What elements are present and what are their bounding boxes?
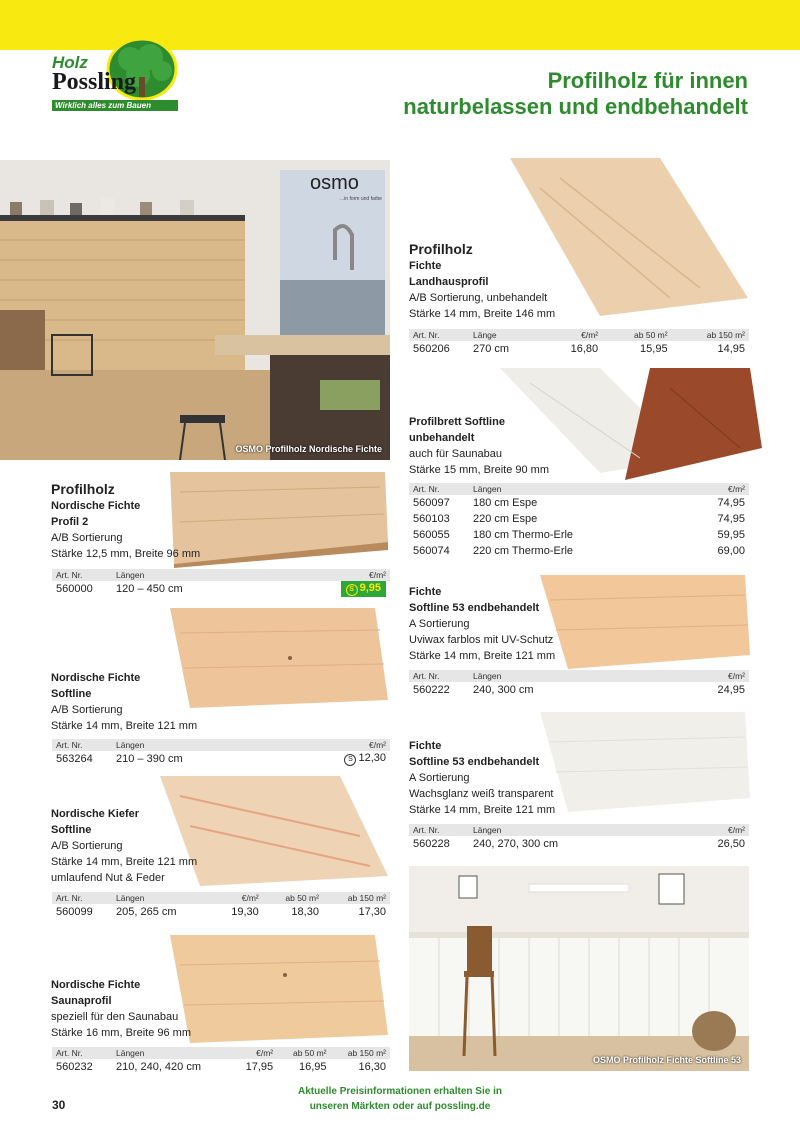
photo-caption: OSMO Profilholz Nordische Fichte <box>235 444 382 454</box>
col-price: €/m² <box>680 483 749 495</box>
product-grade: A/B Sortierung <box>51 840 123 852</box>
price-50: 15,95 <box>640 343 668 355</box>
col-price-150: ab 150 m² <box>672 329 749 341</box>
art-nr: 560206 <box>413 343 450 355</box>
col-lengths: Längen <box>112 892 211 904</box>
length: 270 cm <box>473 343 510 355</box>
price: 74,95 <box>717 513 745 525</box>
table-row <box>409 495 749 511</box>
col-price-50: ab 50 m² <box>263 892 323 904</box>
col-lengths: Längen <box>469 670 653 682</box>
art-nr: 560228 <box>413 838 450 850</box>
col-price: €/m² <box>211 892 262 904</box>
photo-caption: OSMO Profilholz Fichte Softline 53 <box>592 1055 741 1065</box>
lengths: 220 cm Thermo-Erle <box>473 545 574 557</box>
price-150: 17,30 <box>358 906 386 918</box>
footer-line1: Aktuelle Preisinformationen erhalten Sie in <box>298 1086 502 1097</box>
product-dimensions: Stärke 14 mm, Breite 121 mm <box>51 856 198 868</box>
page-headline <box>403 68 748 120</box>
lengths: 180 cm Espe <box>473 497 538 509</box>
col-price: €/m² <box>543 329 602 341</box>
col-price-50: ab 50 m² <box>602 329 671 341</box>
product-dimensions: Stärke 16 mm, Breite 96 mm <box>51 1027 191 1039</box>
product-profilbrett-softline <box>409 414 549 478</box>
product-title: Nordische Fichte <box>51 672 141 684</box>
price: 9,95 <box>359 582 381 594</box>
price: 69,00 <box>717 545 745 557</box>
price: 17,95 <box>245 1061 274 1073</box>
product-title: Nordische Kiefer <box>51 808 140 820</box>
product-title: Nordische Fichte <box>51 979 141 991</box>
product-title: Profilbrett Softline <box>409 416 505 428</box>
col-art-nr: Art. Nr. <box>409 329 469 341</box>
room-photo <box>409 866 749 1071</box>
price-table-560000 <box>52 569 390 597</box>
price: 16,80 <box>570 343 599 355</box>
product-usage: auch für Saunabau <box>409 448 502 460</box>
product-profile: Landhausprofil <box>409 276 489 288</box>
product-profilholz-fichte-profil2 <box>51 480 200 562</box>
board-image-softline53-uviwax <box>540 575 752 669</box>
price-50: 18,30 <box>291 906 319 918</box>
logo-line1: Holz <box>52 53 88 72</box>
price-table-563264 <box>52 739 390 767</box>
product-dimensions: Stärke 14 mm, Breite 121 mm <box>409 804 556 816</box>
product-feature: umlaufend Nut & Feder <box>51 872 165 884</box>
col-art-nr: Art. Nr. <box>52 1047 112 1059</box>
price-150: 14,95 <box>717 343 745 355</box>
col-lengths: Längen <box>112 569 274 581</box>
sale-icon: S <box>346 584 358 596</box>
product-title: Profilholz <box>409 241 473 257</box>
product-title: Fichte <box>409 586 442 598</box>
product-subtitle: Softline <box>51 824 92 836</box>
art-nr: 560074 <box>413 545 450 557</box>
col-art-nr: Art. Nr. <box>409 670 469 682</box>
osmo-brand: osmo <box>310 172 359 194</box>
price-50: 16,95 <box>298 1061 327 1073</box>
col-art-nr: Art. Nr. <box>52 739 112 751</box>
col-art-nr: Art. Nr. <box>409 824 469 836</box>
product-subtitle: Nordische Fichte <box>51 500 141 512</box>
footer-note <box>0 1084 800 1114</box>
product-subtitle: unbehandelt <box>409 432 475 444</box>
col-price: €/m² <box>672 824 749 836</box>
product-fichte-saunaprofil <box>51 977 191 1041</box>
product-fichte-softline <box>51 670 197 734</box>
product-dimensions: Stärke 14 mm, Breite 121 mm <box>51 720 198 732</box>
price: 24,95 <box>717 684 745 696</box>
product-usage: speziell für den Saunabau <box>51 1011 179 1023</box>
product-subtitle: Softline <box>51 688 92 700</box>
art-nr: 560232 <box>56 1061 93 1073</box>
art-nr: 560097 <box>413 497 450 509</box>
product-grade: A/B Sortierung <box>51 532 123 544</box>
logo-line2: Possling <box>52 69 137 95</box>
lengths: 220 cm Espe <box>473 513 538 525</box>
lengths: 240, 270, 300 cm <box>473 838 559 850</box>
lengths: 240, 300 cm <box>473 684 534 696</box>
col-price-150: ab 150 m² <box>323 892 390 904</box>
price-table-560099 <box>52 892 390 920</box>
art-nr: 560055 <box>413 529 450 541</box>
kitchen-photo <box>0 160 390 460</box>
art-nr: 560103 <box>413 513 450 525</box>
product-softline53-uviwax <box>409 584 555 664</box>
lengths: 180 cm Thermo-Erle <box>473 529 574 541</box>
price-table-560222 <box>409 670 749 698</box>
price-table-560206 <box>409 329 749 357</box>
price-table-profilbrett <box>409 483 749 559</box>
product-subtitle: Softline 53 endbehandelt <box>409 756 540 768</box>
product-subtitle: Saunaprofil <box>51 995 112 1007</box>
product-dimensions: Stärke 14 mm, Breite 146 mm <box>409 308 556 320</box>
col-price: €/m² <box>232 1047 278 1059</box>
sale-icon: S <box>344 754 356 766</box>
price: 59,95 <box>717 529 745 541</box>
product-grade: A Sortierung <box>409 618 470 630</box>
product-dimensions: Stärke 14 mm, Breite 121 mm <box>409 650 556 662</box>
table-row <box>409 527 749 543</box>
product-finish: Wachsglanz weiß transparent <box>409 788 554 800</box>
price: 12,30 <box>358 752 386 764</box>
price: 74,95 <box>717 497 745 509</box>
product-dimensions: Stärke 15 mm, Breite 90 mm <box>409 464 549 476</box>
price: 26,50 <box>717 838 745 850</box>
col-price: €/m² <box>279 739 390 751</box>
product-title: Fichte <box>409 740 442 752</box>
lengths: 210, 240, 420 cm <box>116 1061 202 1073</box>
col-price: €/m² <box>653 670 749 682</box>
col-lengths: Längen <box>112 739 279 751</box>
art-nr: 560000 <box>56 583 93 595</box>
col-length: Länge <box>469 329 543 341</box>
possling-logo <box>50 37 180 117</box>
product-grade: A/B Sortierung <box>51 704 123 716</box>
lengths: 210 – 390 cm <box>116 753 183 765</box>
col-lengths: Längen <box>112 1047 232 1059</box>
product-profilholz-landhausprofil <box>409 240 555 322</box>
page-number: 30 <box>52 1098 66 1112</box>
col-price-150: ab 150 m² <box>331 1047 390 1059</box>
board-image-fichte-saunaprofil <box>170 935 390 1045</box>
table-row <box>409 543 749 559</box>
price: 19,30 <box>231 906 259 918</box>
product-softline53-wachsglanz <box>409 738 555 818</box>
logo-tagline: Wirklich alles zum Bauen <box>52 100 178 111</box>
product-finish: Uviwax farblos mit UV-Schutz <box>409 634 554 646</box>
product-dimensions: Stärke 12,5 mm, Breite 96 mm <box>51 548 201 560</box>
product-kiefer-softline <box>51 806 197 886</box>
art-nr: 563264 <box>56 753 93 765</box>
product-subtitle: Softline 53 endbehandelt <box>409 602 540 614</box>
board-image-softline53-wachsglanz <box>540 712 752 812</box>
table-row <box>409 511 749 527</box>
col-lengths: Längen <box>469 483 680 495</box>
headline-line1: Profilholz für innen <box>547 68 748 93</box>
price-badge <box>341 581 386 597</box>
art-nr: 560099 <box>56 906 93 918</box>
product-grade: A/B Sortierung, unbehandelt <box>409 292 548 304</box>
price-table-560232 <box>52 1047 390 1075</box>
price-table-560228 <box>409 824 749 852</box>
product-profile: Profil 2 <box>51 516 89 528</box>
price-150: 16,30 <box>358 1061 386 1073</box>
art-nr: 560222 <box>413 684 450 696</box>
footer-line2: unseren Märkten oder auf possling.de <box>309 1101 491 1112</box>
osmo-brand-tagline: ...in form und farbe <box>340 196 382 202</box>
col-lengths: Längen <box>469 824 672 836</box>
lengths: 205, 265 cm <box>116 906 177 918</box>
product-title: Profilholz <box>51 481 115 497</box>
product-grade: A Sortierung <box>409 772 470 784</box>
board-image-fichte-softline <box>170 608 390 708</box>
col-price-50: ab 50 m² <box>277 1047 330 1059</box>
headline-line2: naturbelassen und endbehandelt <box>403 94 748 119</box>
col-art-nr: Art. Nr. <box>52 569 112 581</box>
col-price: €/m² <box>274 569 390 581</box>
lengths: 120 – 450 cm <box>116 583 183 595</box>
col-art-nr: Art. Nr. <box>52 892 112 904</box>
col-art-nr: Art. Nr. <box>409 483 469 495</box>
product-subtitle: Fichte <box>409 260 442 272</box>
